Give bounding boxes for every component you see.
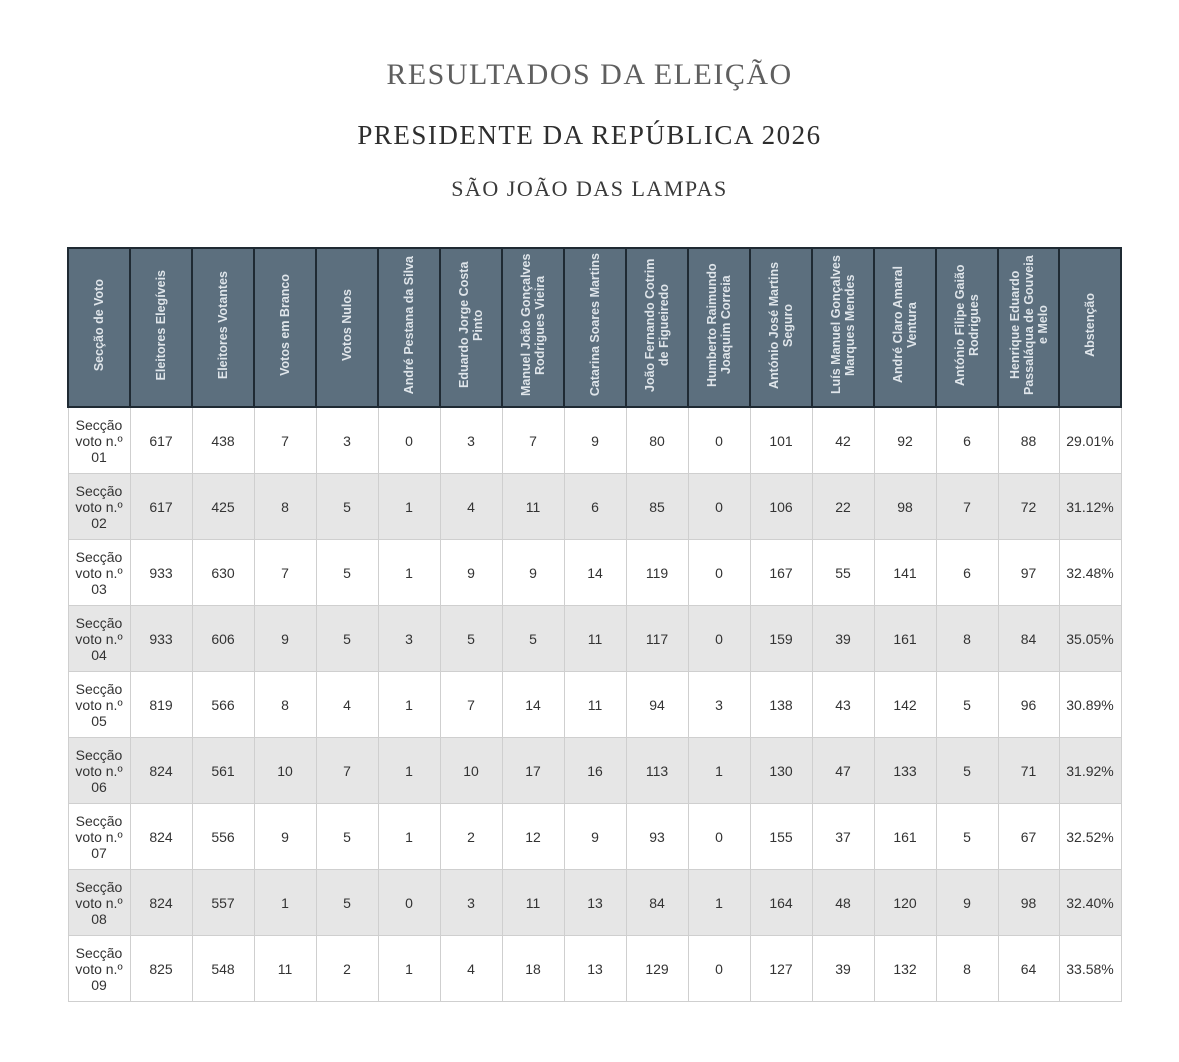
table-cell: 9 (502, 540, 564, 606)
table-cell: 119 (626, 540, 688, 606)
table-cell: 10 (440, 738, 502, 804)
table-row (68, 936, 1121, 1002)
header-row (68, 248, 1121, 407)
table-row (68, 606, 1121, 672)
table-cell: 7 (254, 407, 316, 474)
table-cell: 32.40% (1059, 870, 1121, 936)
table-row (68, 474, 1121, 540)
table-cell: 67 (998, 804, 1059, 870)
table-cell: 3 (378, 606, 440, 672)
table-cell: 142 (874, 672, 936, 738)
column-header (254, 248, 316, 407)
table-cell: 0 (688, 606, 750, 672)
table-cell: 1 (688, 870, 750, 936)
table-cell: 7 (254, 540, 316, 606)
table-cell: 1 (254, 870, 316, 936)
table-cell: 557 (192, 870, 254, 936)
table-cell: 9 (254, 606, 316, 672)
table-cell: 113 (626, 738, 688, 804)
column-header-label: João Fernando Cotrim de Figueiredo (643, 258, 671, 392)
column-header (378, 248, 440, 407)
table-cell: 32.48% (1059, 540, 1121, 606)
table-cell: 164 (750, 870, 812, 936)
table-cell: 824 (130, 870, 192, 936)
table-cell: 167 (750, 540, 812, 606)
column-header (440, 248, 502, 407)
table-cell: 138 (750, 672, 812, 738)
location-title: SÃO JOÃO DAS LAMPAS (451, 176, 728, 201)
table-row (68, 870, 1121, 936)
table-cell: 159 (750, 606, 812, 672)
table-cell: 3 (316, 407, 378, 474)
table-cell: 11 (564, 672, 626, 738)
table-cell: 5 (936, 804, 998, 870)
table-cell: 2 (316, 936, 378, 1002)
table-cell: 161 (874, 804, 936, 870)
table-cell: 12 (502, 804, 564, 870)
table-cell: 39 (812, 606, 874, 672)
table-cell: 8 (936, 936, 998, 1002)
table-cell: 819 (130, 672, 192, 738)
column-header-label: André Claro Amaral Ventura (891, 266, 919, 384)
column-header-label: Humberto Raimundo Joaquim Correia (705, 263, 733, 387)
section-cell: Secção voto n.º 02 (68, 474, 130, 540)
table-cell: 2 (440, 804, 502, 870)
table-cell: 1 (378, 540, 440, 606)
table-row (68, 672, 1121, 738)
column-header-label: António José Martins Seguro (767, 261, 795, 389)
table-cell: 0 (688, 936, 750, 1002)
table-cell: 9 (440, 540, 502, 606)
table-cell: 9 (936, 870, 998, 936)
table-cell: 13 (564, 870, 626, 936)
section-cell: Secção voto n.º 01 (68, 407, 130, 474)
column-header (1059, 248, 1121, 407)
table-cell: 5 (316, 540, 378, 606)
table-cell: 80 (626, 407, 688, 474)
table-cell: 55 (812, 540, 874, 606)
table-row (68, 804, 1121, 870)
table-cell: 3 (440, 870, 502, 936)
table-cell: 5 (316, 804, 378, 870)
table-cell: 96 (998, 672, 1059, 738)
table-cell: 0 (688, 804, 750, 870)
table-cell: 1 (378, 936, 440, 1002)
table-cell: 548 (192, 936, 254, 1002)
column-header (130, 248, 192, 407)
table-cell: 72 (998, 474, 1059, 540)
table-cell: 22 (812, 474, 874, 540)
table-cell: 5 (316, 606, 378, 672)
column-header-label: Votos em Branco (278, 274, 292, 376)
table-cell: 141 (874, 540, 936, 606)
table-cell: 18 (502, 936, 564, 1002)
table-cell: 4 (440, 936, 502, 1002)
table-cell: 7 (936, 474, 998, 540)
section-cell: Secção voto n.º 08 (68, 870, 130, 936)
table-cell: 7 (502, 407, 564, 474)
results-table (67, 247, 1122, 1002)
table-cell: 132 (874, 936, 936, 1002)
column-header (502, 248, 564, 407)
table-cell: 7 (440, 672, 502, 738)
table-cell: 71 (998, 738, 1059, 804)
table-cell: 35.05% (1059, 606, 1121, 672)
table-cell: 92 (874, 407, 936, 474)
section-cell: Secção voto n.º 07 (68, 804, 130, 870)
table-cell: 1 (378, 804, 440, 870)
column-header-label: Votos Nulos (340, 289, 354, 361)
column-header-label: Abstenção (1083, 293, 1097, 357)
table-cell: 30.89% (1059, 672, 1121, 738)
column-header (998, 248, 1059, 407)
table-cell: 33.58% (1059, 936, 1121, 1002)
table-cell: 1 (378, 738, 440, 804)
table-cell: 43 (812, 672, 874, 738)
table-cell: 88 (998, 407, 1059, 474)
table-cell: 48 (812, 870, 874, 936)
table-cell: 5 (936, 672, 998, 738)
table-cell: 9 (254, 804, 316, 870)
table-cell: 7 (316, 738, 378, 804)
column-header-label: Manuel João Gonçalves Rodrigues Vieira (519, 253, 547, 397)
table-row (68, 738, 1121, 804)
table-cell: 3 (440, 407, 502, 474)
table-cell: 0 (378, 407, 440, 474)
table-cell: 129 (626, 936, 688, 1002)
page-subtitle: PRESIDENTE DA REPÚBLICA 2026 (357, 120, 822, 150)
table-cell: 5 (502, 606, 564, 672)
table-cell: 438 (192, 407, 254, 474)
table-cell: 13 (564, 936, 626, 1002)
table-cell: 1 (688, 738, 750, 804)
table-row (68, 540, 1121, 606)
table-cell: 617 (130, 474, 192, 540)
table-cell: 106 (750, 474, 812, 540)
table-cell: 4 (440, 474, 502, 540)
table-cell: 133 (874, 738, 936, 804)
column-header (564, 248, 626, 407)
table-cell: 630 (192, 540, 254, 606)
column-header (874, 248, 936, 407)
table-cell: 14 (564, 540, 626, 606)
table-cell: 8 (254, 474, 316, 540)
column-header (812, 248, 874, 407)
table-cell: 11 (502, 870, 564, 936)
table-cell: 161 (874, 606, 936, 672)
table-cell: 6 (564, 474, 626, 540)
table-cell: 617 (130, 407, 192, 474)
table-cell: 6 (936, 540, 998, 606)
table-cell: 10 (254, 738, 316, 804)
table-cell: 5 (316, 870, 378, 936)
column-header (750, 248, 812, 407)
table-cell: 93 (626, 804, 688, 870)
table-cell: 155 (750, 804, 812, 870)
column-header (936, 248, 998, 407)
column-header (192, 248, 254, 407)
table-cell: 9 (564, 804, 626, 870)
table-cell: 14 (502, 672, 564, 738)
column-header (68, 248, 130, 407)
table-cell: 9 (564, 407, 626, 474)
table-cell: 824 (130, 738, 192, 804)
table-cell: 6 (936, 407, 998, 474)
table-body (68, 407, 1121, 1002)
column-header-label: Eleitores Elegíveis (154, 269, 168, 381)
table-cell: 3 (688, 672, 750, 738)
column-header-label: André Pestana da Silva (402, 255, 416, 395)
table-row (68, 407, 1121, 474)
column-header (316, 248, 378, 407)
column-header-label: António Filipe Gaião Rodrigues (953, 264, 981, 386)
table-cell: 31.12% (1059, 474, 1121, 540)
column-header-label: Eleitores Votantes (216, 270, 230, 380)
table-cell: 0 (688, 407, 750, 474)
table-cell: 39 (812, 936, 874, 1002)
table-cell: 4 (316, 672, 378, 738)
table-cell: 0 (688, 540, 750, 606)
table-cell: 32.52% (1059, 804, 1121, 870)
section-cell: Secção voto n.º 09 (68, 936, 130, 1002)
table-cell: 933 (130, 606, 192, 672)
table-cell: 84 (998, 606, 1059, 672)
table-cell: 85 (626, 474, 688, 540)
table-cell: 1 (378, 672, 440, 738)
column-header-label: Catarina Soares Martins (588, 253, 602, 397)
table-cell: 127 (750, 936, 812, 1002)
table-cell: 0 (378, 870, 440, 936)
table-cell: 8 (254, 672, 316, 738)
table-cell: 566 (192, 672, 254, 738)
table-cell: 11 (254, 936, 316, 1002)
table-cell: 0 (688, 474, 750, 540)
page-title: RESULTADOS DA ELEIÇÃO (386, 58, 793, 91)
table-cell: 117 (626, 606, 688, 672)
table-cell: 5 (316, 474, 378, 540)
column-header-label: Luís Manuel Gonçalves Marques Mendes (829, 255, 857, 395)
table-cell: 11 (502, 474, 564, 540)
table-cell: 94 (626, 672, 688, 738)
column-header (626, 248, 688, 407)
table-cell: 31.92% (1059, 738, 1121, 804)
table-cell: 561 (192, 738, 254, 804)
table-cell: 825 (130, 936, 192, 1002)
section-cell: Secção voto n.º 05 (68, 672, 130, 738)
table-cell: 11 (564, 606, 626, 672)
table-cell: 5 (936, 738, 998, 804)
table-cell: 8 (936, 606, 998, 672)
column-header-label: Eduardo Jorge Costa Pinto (457, 261, 485, 389)
column-header (688, 248, 750, 407)
table-cell: 824 (130, 804, 192, 870)
table-cell: 29.01% (1059, 407, 1121, 474)
table-cell: 84 (626, 870, 688, 936)
table-cell: 17 (502, 738, 564, 804)
table-cell: 97 (998, 540, 1059, 606)
table-cell: 64 (998, 936, 1059, 1002)
table-cell: 16 (564, 738, 626, 804)
table-cell: 101 (750, 407, 812, 474)
column-header-label: Secção de Voto (92, 278, 106, 372)
table-cell: 47 (812, 738, 874, 804)
column-header-label: Henrique Eduardo Passaláqua de Gouveia e Melo (1007, 255, 1050, 395)
section-cell: Secção voto n.º 03 (68, 540, 130, 606)
table-cell: 98 (874, 474, 936, 540)
table-cell: 1 (378, 474, 440, 540)
table-cell: 5 (440, 606, 502, 672)
table-cell: 120 (874, 870, 936, 936)
table-cell: 556 (192, 804, 254, 870)
section-cell: Secção voto n.º 06 (68, 738, 130, 804)
table-cell: 606 (192, 606, 254, 672)
table-cell: 98 (998, 870, 1059, 936)
table-cell: 37 (812, 804, 874, 870)
table-cell: 42 (812, 407, 874, 474)
table-cell: 933 (130, 540, 192, 606)
table-cell: 130 (750, 738, 812, 804)
section-cell: Secção voto n.º 04 (68, 606, 130, 672)
table-cell: 425 (192, 474, 254, 540)
